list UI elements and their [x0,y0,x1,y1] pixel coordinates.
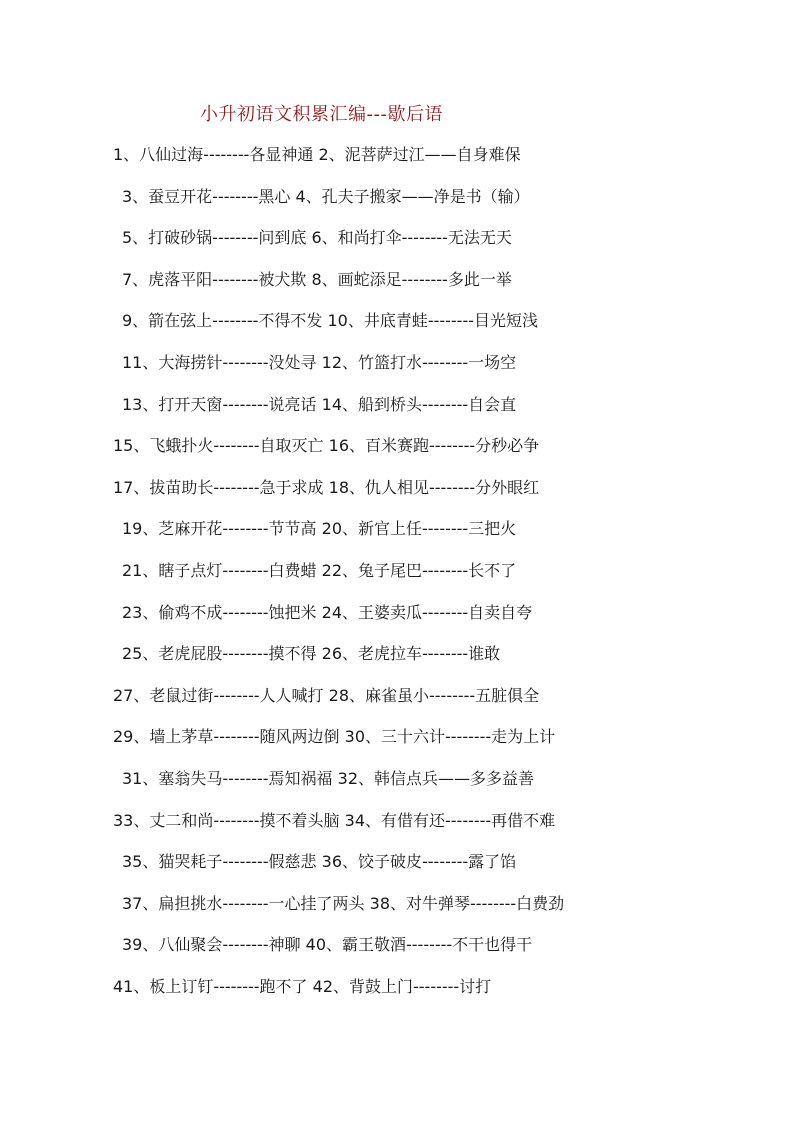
list-line: 41、板上订钉--------跑不了 42、背鼓上门--------讨打 [113,976,492,996]
list-line: 3、蚕豆开花--------黑心 4、孔夫子搬家——净是书（输） [122,186,530,206]
list-line: 1、八仙过海--------各显神通 2、泥菩萨过江——自身难保 [113,145,521,164]
xiehouyu-list [0,140,794,1013]
list-line: 15、飞蛾扑火--------自取灭亡 16、百米赛跑--------分秒必争 [113,436,540,456]
list-line: 35、猫哭耗子--------假慈悲 36、饺子破皮--------露了馅 [122,852,517,872]
list-line: 7、虎落平阳--------被犬欺 8、画蛇添足--------多此一举 [122,269,512,289]
list-line: 11、大海捞针--------没处寻 12、竹篮打水--------一场空 [122,352,517,372]
list-line: 9、箭在弦上--------不得不发 10、井底青蛙--------目光短浅 [122,311,539,331]
list-line: 37、扁担挑水--------一心挂了两头 38、对牛弹琴--------白费劲 [122,893,565,913]
list-line: 13、打开天窗--------说亮话 14、船到桥头--------自会直 [122,394,517,414]
list-line: 29、墙上茅草--------随风两边倒 30、三十六计--------走为上计 [113,727,556,747]
list-line: 25、老虎屁股--------摸不得 26、老虎拉车--------谁敢 [122,644,501,664]
list-line: 31、塞翁失马--------焉知祸福 32、韩信点兵——多多益善 [122,768,534,788]
list-line: 39、八仙聚会--------神聊 40、霸王敬酒--------不干也得干 [122,935,533,955]
list-line: 21、瞎子点灯--------白费蜡 22、兔子尾巴--------长不了 [122,560,517,580]
page-title: 小升初语文积累汇编---歇后语 [200,104,443,125]
list-line: 5、打破砂锅--------问到底 6、和尚打伞--------无法无天 [122,228,512,248]
list-line: 23、偷鸡不成--------蚀把米 24、王婆卖瓜--------自卖自夸 [122,602,533,622]
list-line: 17、拔苗助长--------急于求成 18、仇人相见--------分外眼红 [113,477,540,497]
list-line: 19、芝麻开花--------节节高 20、新官上任--------三把火 [122,519,517,539]
list-line: 33、丈二和尚--------摸不着头脑 34、有借有还--------再借不难 [113,810,556,830]
list-line: 27、老鼠过街--------人人喊打 28、麻雀虽小--------五脏俱全 [113,685,540,705]
